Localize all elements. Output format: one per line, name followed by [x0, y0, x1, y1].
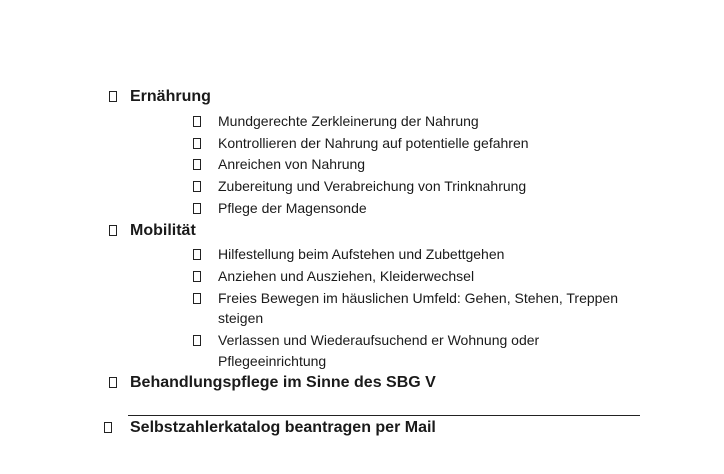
checkbox-icon[interactable]	[104, 422, 112, 433]
list-item: Mundgerechte Zerkleinerung der Nahrung	[218, 113, 479, 129]
checkbox-icon[interactable]	[193, 249, 201, 260]
checkbox-icon[interactable]	[193, 335, 201, 346]
checkbox-icon[interactable]	[109, 91, 117, 102]
list-item: Pflege der Magensonde	[218, 200, 367, 216]
checkbox-icon[interactable]	[193, 181, 201, 192]
checkbox-icon[interactable]	[193, 159, 201, 170]
checkbox-icon[interactable]	[193, 138, 201, 149]
checkbox-icon[interactable]	[109, 225, 117, 236]
horizontal-divider	[128, 415, 640, 416]
checkbox-icon[interactable]	[193, 271, 201, 282]
list-item-continuation: Pflegeeinrichtung	[218, 353, 327, 369]
section-title-behandlungspflege: Behandlungspflege im Sinne des SBG V	[130, 374, 436, 391]
list-item: Freies Bewegen im häuslichen Umfeld: Gehen, Stehen, Treppen	[218, 290, 619, 306]
list-item: Verlassen und Wiederaufsuchend er Wohnung oder	[218, 332, 540, 348]
section-title-ernaehrung: Ernährung	[130, 88, 211, 105]
list-item: Zubereitung und Verabreichung von Trinknahrung	[218, 178, 527, 194]
section-title-mobilitaet: Mobilität	[130, 222, 196, 239]
checkbox-icon[interactable]	[109, 377, 117, 388]
checkbox-icon[interactable]	[193, 293, 201, 304]
checkbox-icon[interactable]	[193, 203, 201, 214]
checkbox-icon[interactable]	[193, 116, 201, 127]
list-item-continuation: steigen	[218, 310, 264, 326]
list-item: Kontrollieren der Nahrung auf potentielle gefahren	[218, 135, 529, 151]
list-item: Anziehen und Ausziehen, Kleiderwechsel	[218, 268, 475, 284]
footer-title: Selbstzahlerkatalog beantragen per Mail	[130, 419, 436, 436]
list-item: Hilfestellung beim Aufstehen und Zubettgehen	[218, 246, 505, 262]
list-item: Anreichen von Nahrung	[218, 156, 366, 172]
